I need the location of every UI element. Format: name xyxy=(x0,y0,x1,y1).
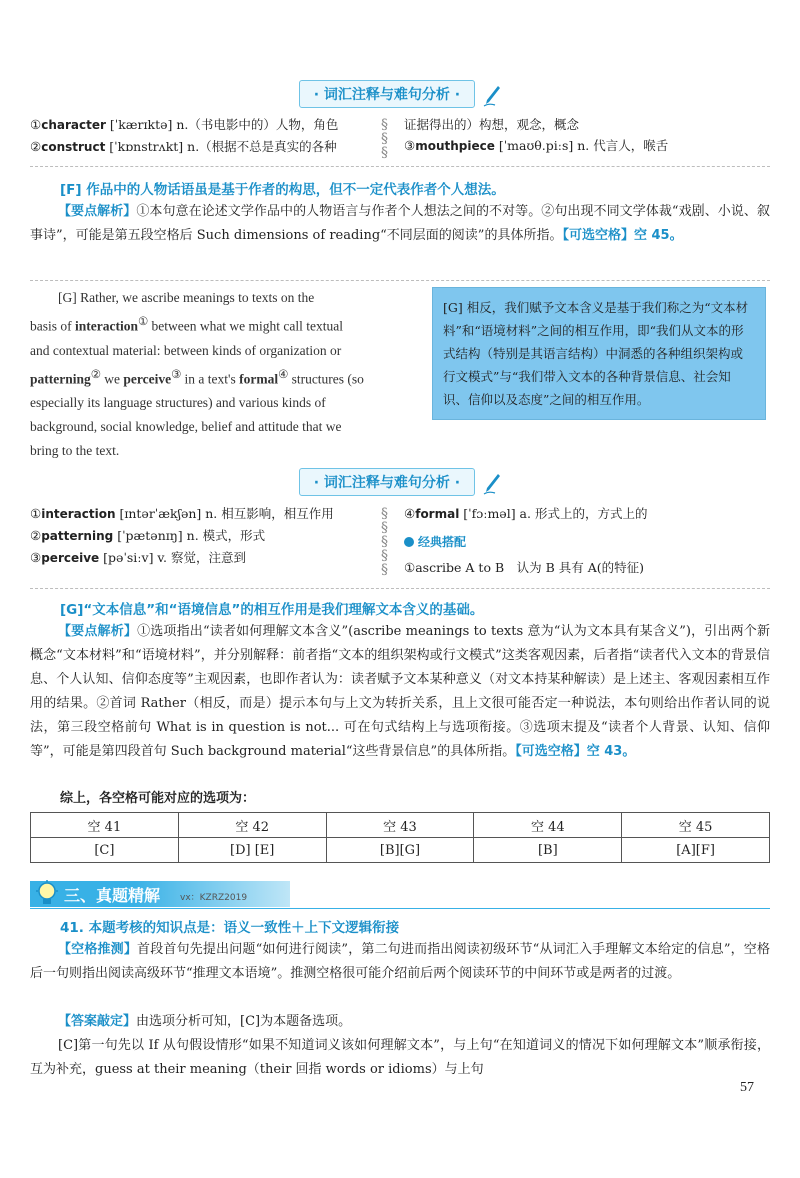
divider-squiggle: § § § § § xyxy=(381,506,388,578)
collocation-title: 经典搭配 xyxy=(404,531,647,553)
vocab-item: ③mouthpiece [ˈmaʊθ.piːs] n. 代言人，喉舌 xyxy=(404,138,669,153)
lightbulb-icon xyxy=(34,879,60,909)
table-cell: 空 45 xyxy=(622,813,770,838)
vocab-1-left xyxy=(30,114,338,158)
table-cell: 空 41 xyxy=(31,813,179,838)
section-title: 三、真题精解 xyxy=(64,886,161,905)
vocab-2-left xyxy=(30,503,334,569)
collocation-item: ①ascribe A to B 认为 B 具有 A(的特征) xyxy=(404,560,645,575)
summary-table xyxy=(30,812,770,863)
option-g-analysis: 【要点解析】①选项指出“读者如何理解文本含义”(ascribe meanings to texts 意为“认为文本具有某含义”)，引出两个新概念“文本材料”和“语境材料”，并分别解释：前者指“文本的组织架构或行文模式”这类客观因素，后者指“读者代入文本的背景信息、个人认知、信仰态度等”主观因素，也即作者认为：读者赋予文本某种意义（对文本持某种解读）是上述主、客观因素相互作用的结果。②首词 Rather（相反，而是）提示本句与上文为转折关系，且上文很可能否定一种说法，本句则给出作者认同的说法，第三段空格前句 What is in question is not... 可在句式结构上与选项衔接。③选项末提及“读者个人背景、认知、信仰等”，可能是第四段首句 Such background material“这些背景信息”的具体所指。【可选空格】空 43。 xyxy=(30,624,770,759)
pen-icon xyxy=(483,85,501,107)
table-cell: 空 42 xyxy=(178,813,326,838)
option-g-heading: [G]“文本信息”和“语境信息”的相互作用是我们理解文本含义的基础。 xyxy=(60,602,484,618)
vocab-banner-1 xyxy=(0,80,800,108)
vocab-item: ①character [ˈkærɪktə] n.（书电影中的）人物，角色 xyxy=(30,117,339,132)
vocab-banner-2 xyxy=(0,468,800,496)
vocab-item: ④formal [ˈfɔːməl] a. 形式上的，方式上的 xyxy=(404,506,648,521)
pen-icon xyxy=(483,473,501,495)
vocab-item: ①interaction [ɪntərˈækʃən] n. 相互影响，相互作用 xyxy=(30,506,334,521)
table-cell: 空 43 xyxy=(326,813,474,838)
watermark: vx：KZRZ2019 xyxy=(180,893,248,903)
vocab-item: ②construct [ˈkɒnstrʌkt] n.（根据不总是真实的各种 xyxy=(30,139,337,154)
vocab-item: 证据得出的）构想，观念，概念 xyxy=(404,117,580,132)
table-row xyxy=(31,838,770,863)
table-cell: [D] [E] xyxy=(178,838,326,863)
translation-g: [G] 相反，我们赋予文本含义是基于我们称之为“文本材料”和“语境材料”之间的相互作用，即“我们从文本的形式结构（特别是其语言结构）中洞悉的各种组织架构或行文模式”与“我们带入文本的各种背景信息、社会知识、信仰以及态度”之间的相互作用。 xyxy=(432,287,766,420)
question-41-guess: 【空格推测】首段首句先提出问题“如何进行阅读”，第二句进而指出阅读初级环节“从词汇入手理解文本给定的信息”，空格后一句则指出阅读高级环节“推理文本语境”。推测空格很可能介绍前后两个阅读环节的中间环节或是两者的过渡。 xyxy=(30,942,770,981)
page-number: 57 xyxy=(740,1080,754,1095)
question-41-heading: 41. 本题考核的知识点是：语义一致性＋上下文逻辑衔接 xyxy=(60,920,400,936)
option-f-analysis: 【要点解析】①本句意在论述文学作品中的人物语言与作者个人想法之间的不对等。②句出现不同文学体裁“戏剧、小说、叙事诗”，可能是第五段空格后 Such dimensions of reading“不同层面的阅读”的具体所指。【可选空格】空 45。 xyxy=(30,204,770,243)
bullet-icon xyxy=(404,537,414,547)
vocab-item: ②patterning [ˈpætənɪŋ] n. 模式，形式 xyxy=(30,528,266,543)
table-cell: [C] xyxy=(31,838,179,863)
section-underline xyxy=(30,908,770,909)
table-cell: [B] xyxy=(474,838,622,863)
option-f-heading: [F] 作品中的人物话语虽是基于作者的构思，但不一定代表作者个人想法。 xyxy=(60,182,505,198)
divider xyxy=(30,588,770,589)
vocab-2-right xyxy=(404,503,647,578)
table-cell: [B][G] xyxy=(326,838,474,863)
passage-g: [G] Rather, we ascribe meanings to texts on the basis of interaction① between what we might call textual and contextual material: between kinds of organization or patterning② we perceive③ in a text's formal④ structures (so especially its language structures) and various kinds of background, social knowledge, belief and attitude that we bring to the text. xyxy=(30,290,364,458)
divider xyxy=(30,280,770,281)
table-cell: [A][F] xyxy=(622,838,770,863)
table-row xyxy=(31,813,770,838)
banner-title: · 词汇注释与难句分析 · xyxy=(299,80,475,108)
banner-title: · 词汇注释与难句分析 · xyxy=(299,468,475,496)
question-41-answer: 【答案敲定】由选项分析可知，[C]为本题备选项。 xyxy=(58,1014,352,1029)
table-cell: 空 44 xyxy=(474,813,622,838)
divider-squiggle: § § § xyxy=(381,117,388,161)
vocab-item: ③perceive [pəˈsiːv] v. 察觉，注意到 xyxy=(30,550,246,565)
vocab-1-right xyxy=(404,114,668,157)
summary-intro: 综上，各空格可能对应的选项为： xyxy=(60,791,256,806)
question-41-analysis: [C]第一句先以 If 从句假设情形“如果不知道词义该如何理解文本”，与上句“在知道词义的情况下如何理解文本”顺承衔接，互为补充，guess at their meaning（their 回指 words or idioms）与上句 xyxy=(30,1038,770,1077)
divider xyxy=(30,166,770,167)
